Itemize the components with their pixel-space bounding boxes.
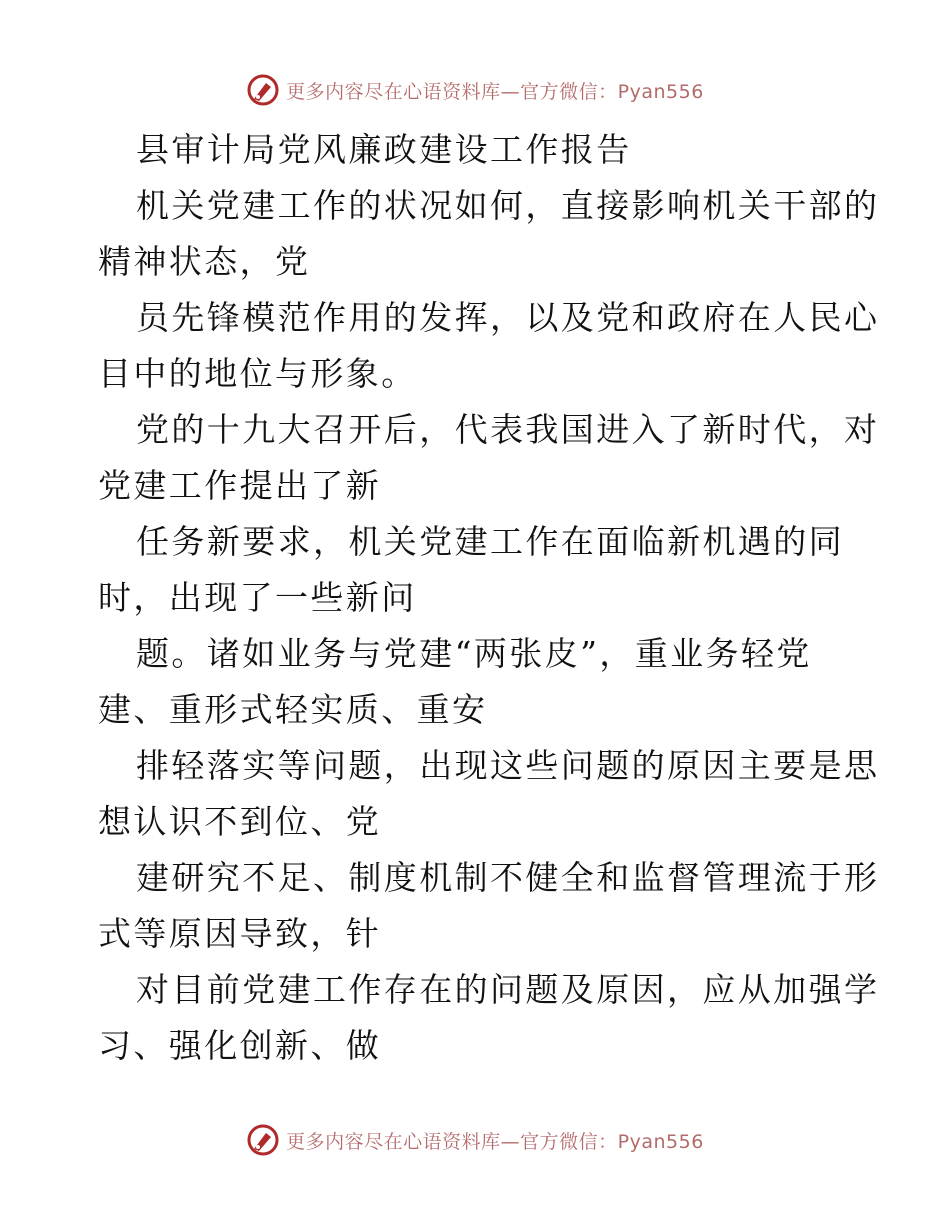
text-line: 对目前党建工作存在的问题及原因，应从加强学 xyxy=(136,970,880,1009)
text-line: 习、强化创新、做 xyxy=(98,1026,382,1065)
text-line: 目中的地位与形象。 xyxy=(98,354,417,393)
header-banner-text: 更多内容尽在心语资料库—官方微信：Pyan556 xyxy=(286,80,704,103)
text-line: 任务新要求，机关党建工作在面临新机遇的同 xyxy=(136,522,844,561)
text-line: 时，出现了一些新问 xyxy=(98,578,417,617)
text-line: 员先锋模范作用的发挥，以及党和政府在人民心 xyxy=(136,298,880,337)
document-body xyxy=(98,122,880,1074)
text-line: 党建工作提出了新 xyxy=(98,466,382,505)
text-line: 精神状态，党 xyxy=(98,242,311,281)
text-line: 式等原因导致，针 xyxy=(98,914,382,953)
text-line: 党的十九大召开后，代表我国进入了新时代，对 xyxy=(136,410,880,449)
header-banner xyxy=(0,70,950,110)
text-line: 建、重形式轻实质、重安 xyxy=(98,690,488,729)
document-title: 县审计局党风廉政建设工作报告 xyxy=(136,130,632,169)
text-line: 题。诸如业务与党建“两张皮”，重业务轻党 xyxy=(136,634,812,673)
text-line: 建研究不足、制度机制不健全和监督管理流于形 xyxy=(136,858,880,897)
pen-nib-logo-icon xyxy=(246,73,280,107)
footer-banner xyxy=(0,1120,950,1160)
text-line: 想认识不到位、党 xyxy=(98,802,382,841)
footer-banner-text: 更多内容尽在心语资料库—官方微信：Pyan556 xyxy=(286,1130,704,1153)
text-line: 机关党建工作的状况如何，直接影响机关干部的 xyxy=(136,186,880,225)
text-line: 排轻落实等问题，出现这些问题的原因主要是思 xyxy=(136,746,880,785)
pen-nib-logo-icon xyxy=(246,1123,280,1157)
